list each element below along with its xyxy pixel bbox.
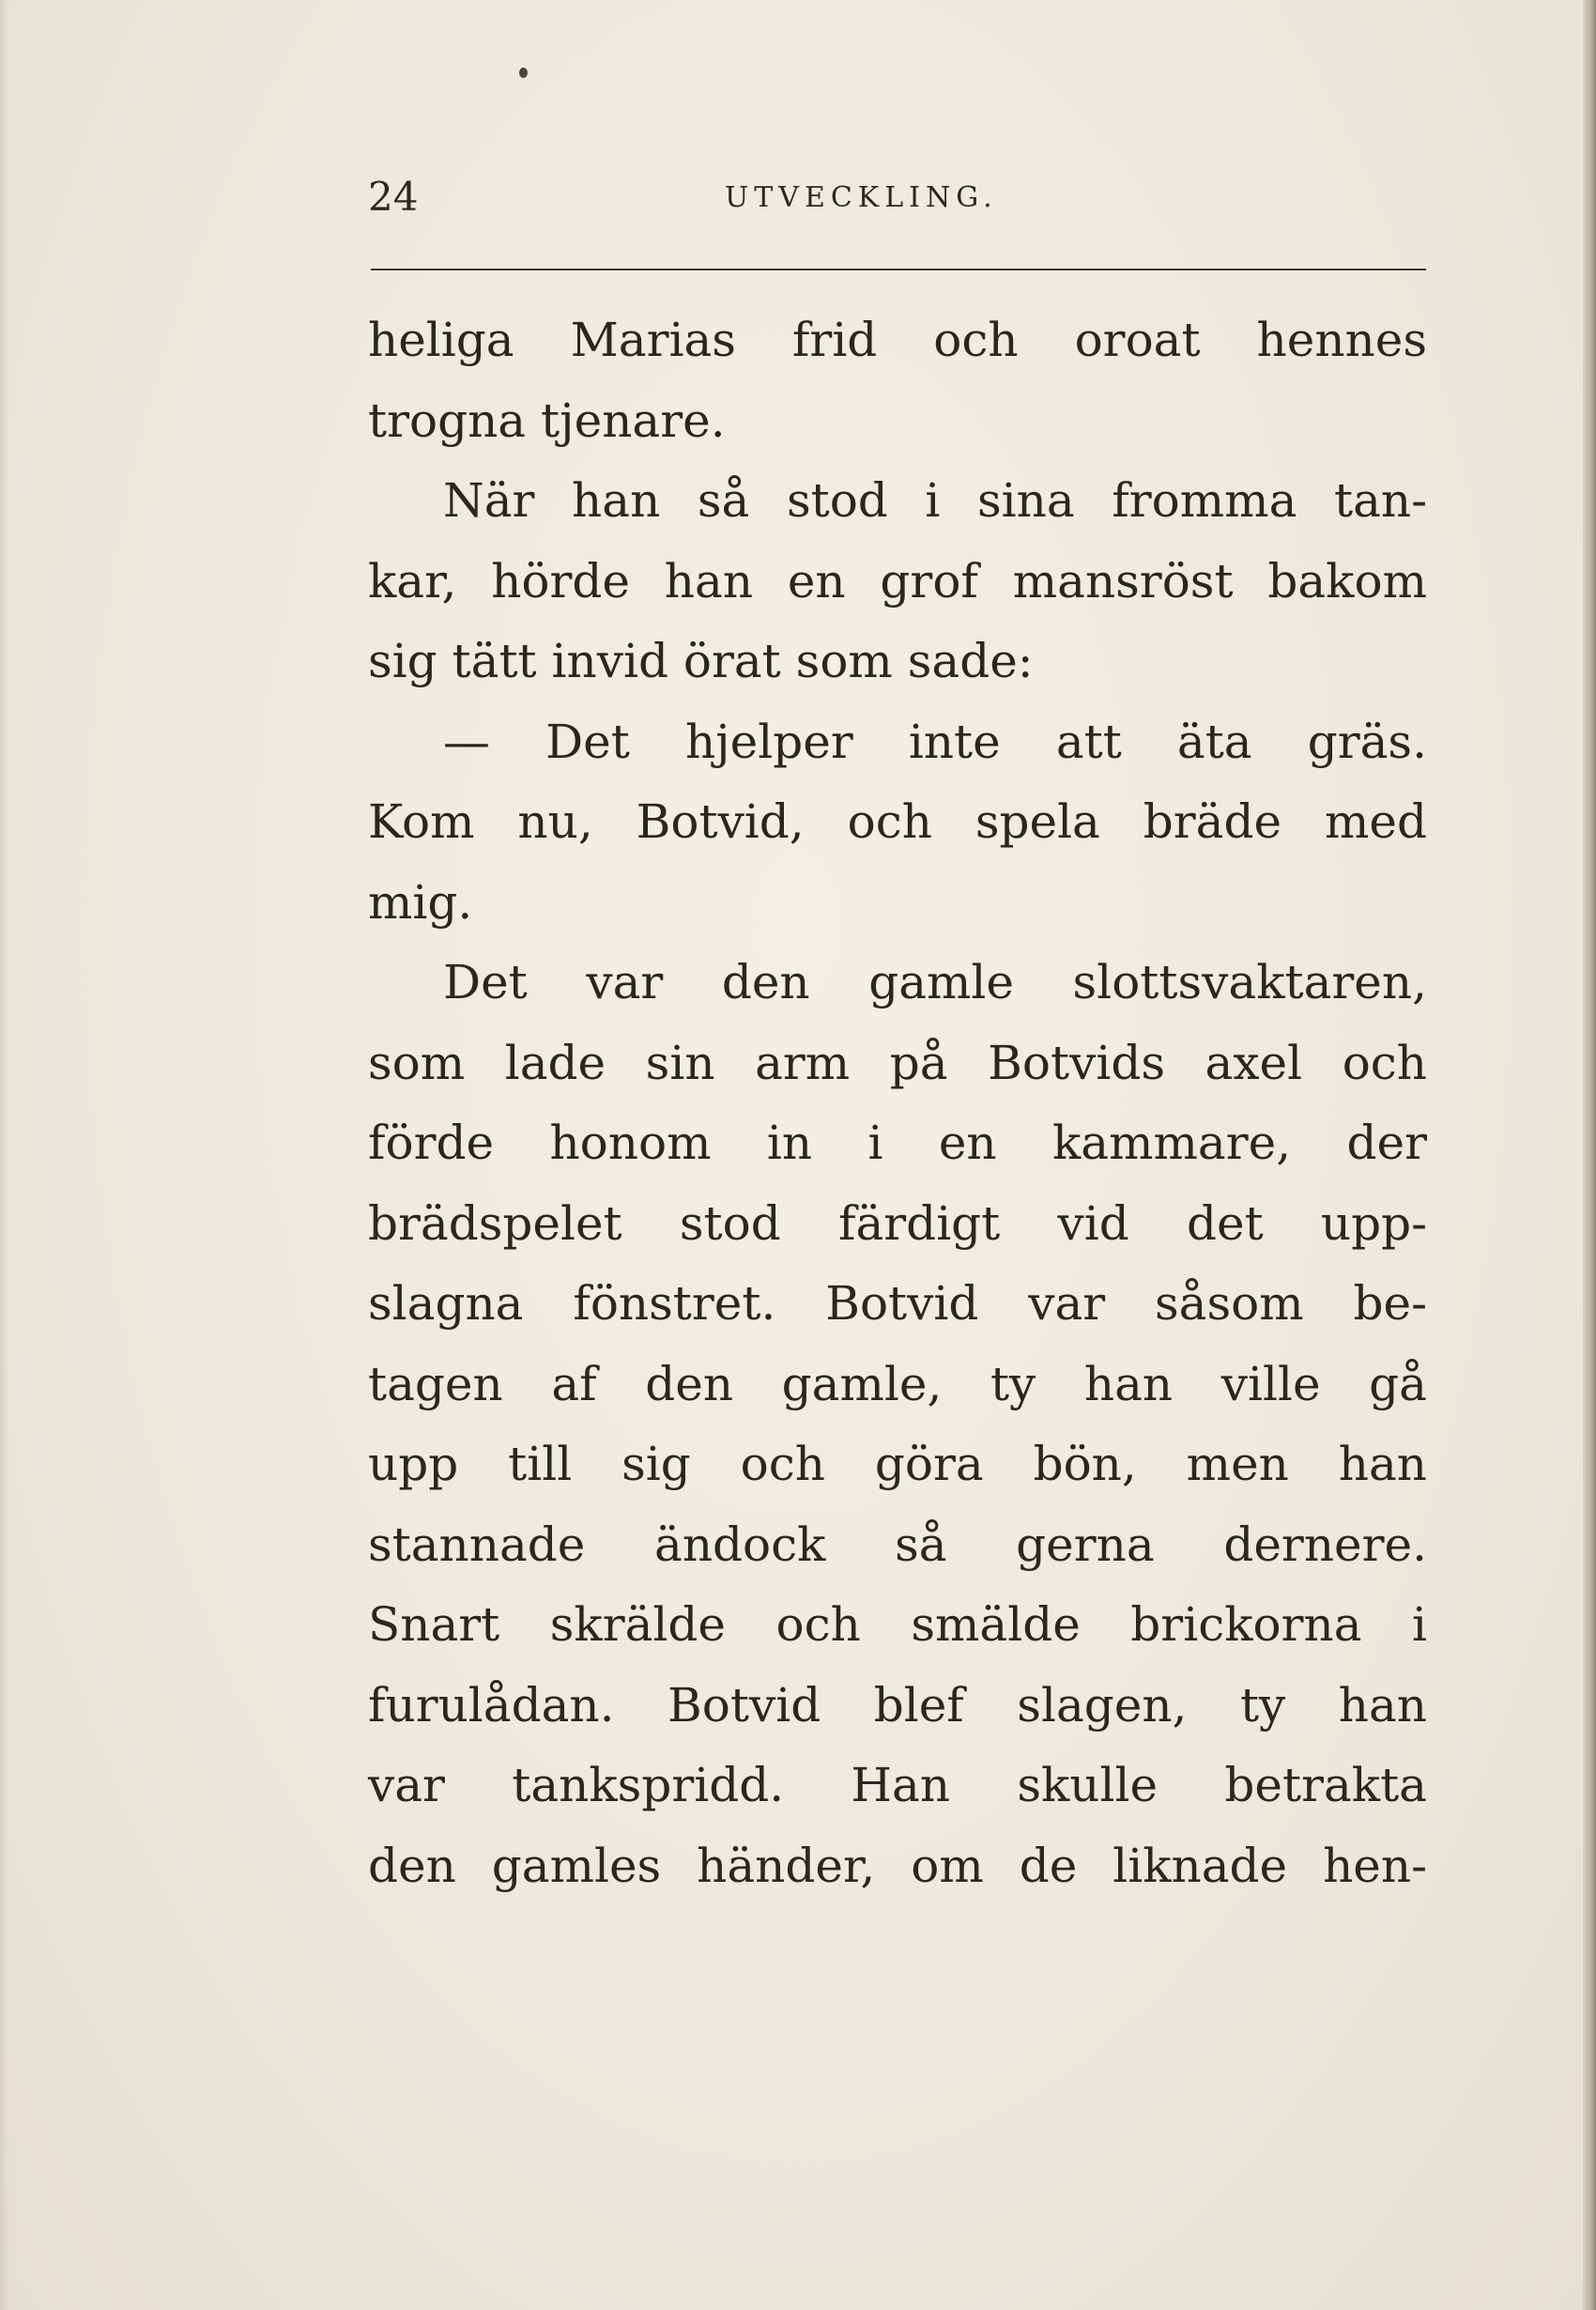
page-number: 24	[368, 174, 419, 220]
text-line: trogna tjenare.	[368, 393, 726, 448]
text-line: mig.	[368, 874, 473, 930]
text-line: Snart skrälde och smälde brickorna i	[368, 1597, 1427, 1652]
page-right-edge	[1583, 0, 1596, 2310]
text-line: slagna fönstret. Botvid var såsom be-	[368, 1276, 1427, 1331]
text-line: var tankspridd. Han skulle betrakta	[368, 1758, 1427, 1812]
header-rule	[371, 269, 1426, 270]
text-line: den gamles händer, om de liknade hen-	[368, 1838, 1427, 1893]
text-line: — Det hjelper inte att äta gräs.	[443, 714, 1427, 769]
text-line: som lade sin arm på Botvids axel och	[368, 1035, 1427, 1090]
page-left-edge	[0, 0, 9, 2310]
text-line: upp till sig och göra bön, men han	[368, 1437, 1427, 1491]
text-line: förde honom in i en kammare, der	[368, 1116, 1427, 1170]
text-line: furulådan. Botvid blef slagen, ty han	[368, 1677, 1427, 1732]
text-line: När han så stod i sina fromma tan-	[443, 473, 1427, 528]
text-line: heliga Marias frid och oroat hennes	[368, 313, 1427, 367]
text-line: Det var den gamle slottsvaktaren,	[443, 955, 1427, 1009]
text-line: Kom nu, Botvid, och spela bräde med	[368, 794, 1427, 849]
text-line: kar, hörde han en grof mansröst bakom	[368, 553, 1427, 608]
running-title: UTVECKLING.	[725, 181, 998, 214]
text-line: brädspelet stod färdigt vid det upp-	[368, 1195, 1427, 1251]
text-line: tagen af den gamle, ty han ville gå	[368, 1356, 1427, 1411]
ink-speck	[519, 68, 528, 78]
text-line: sig tätt invid örat som sade:	[368, 634, 1034, 688]
text-line: stannade ändock så gerna dernere.	[368, 1517, 1427, 1572]
body-text	[368, 300, 1427, 1906]
running-header	[368, 169, 1427, 225]
